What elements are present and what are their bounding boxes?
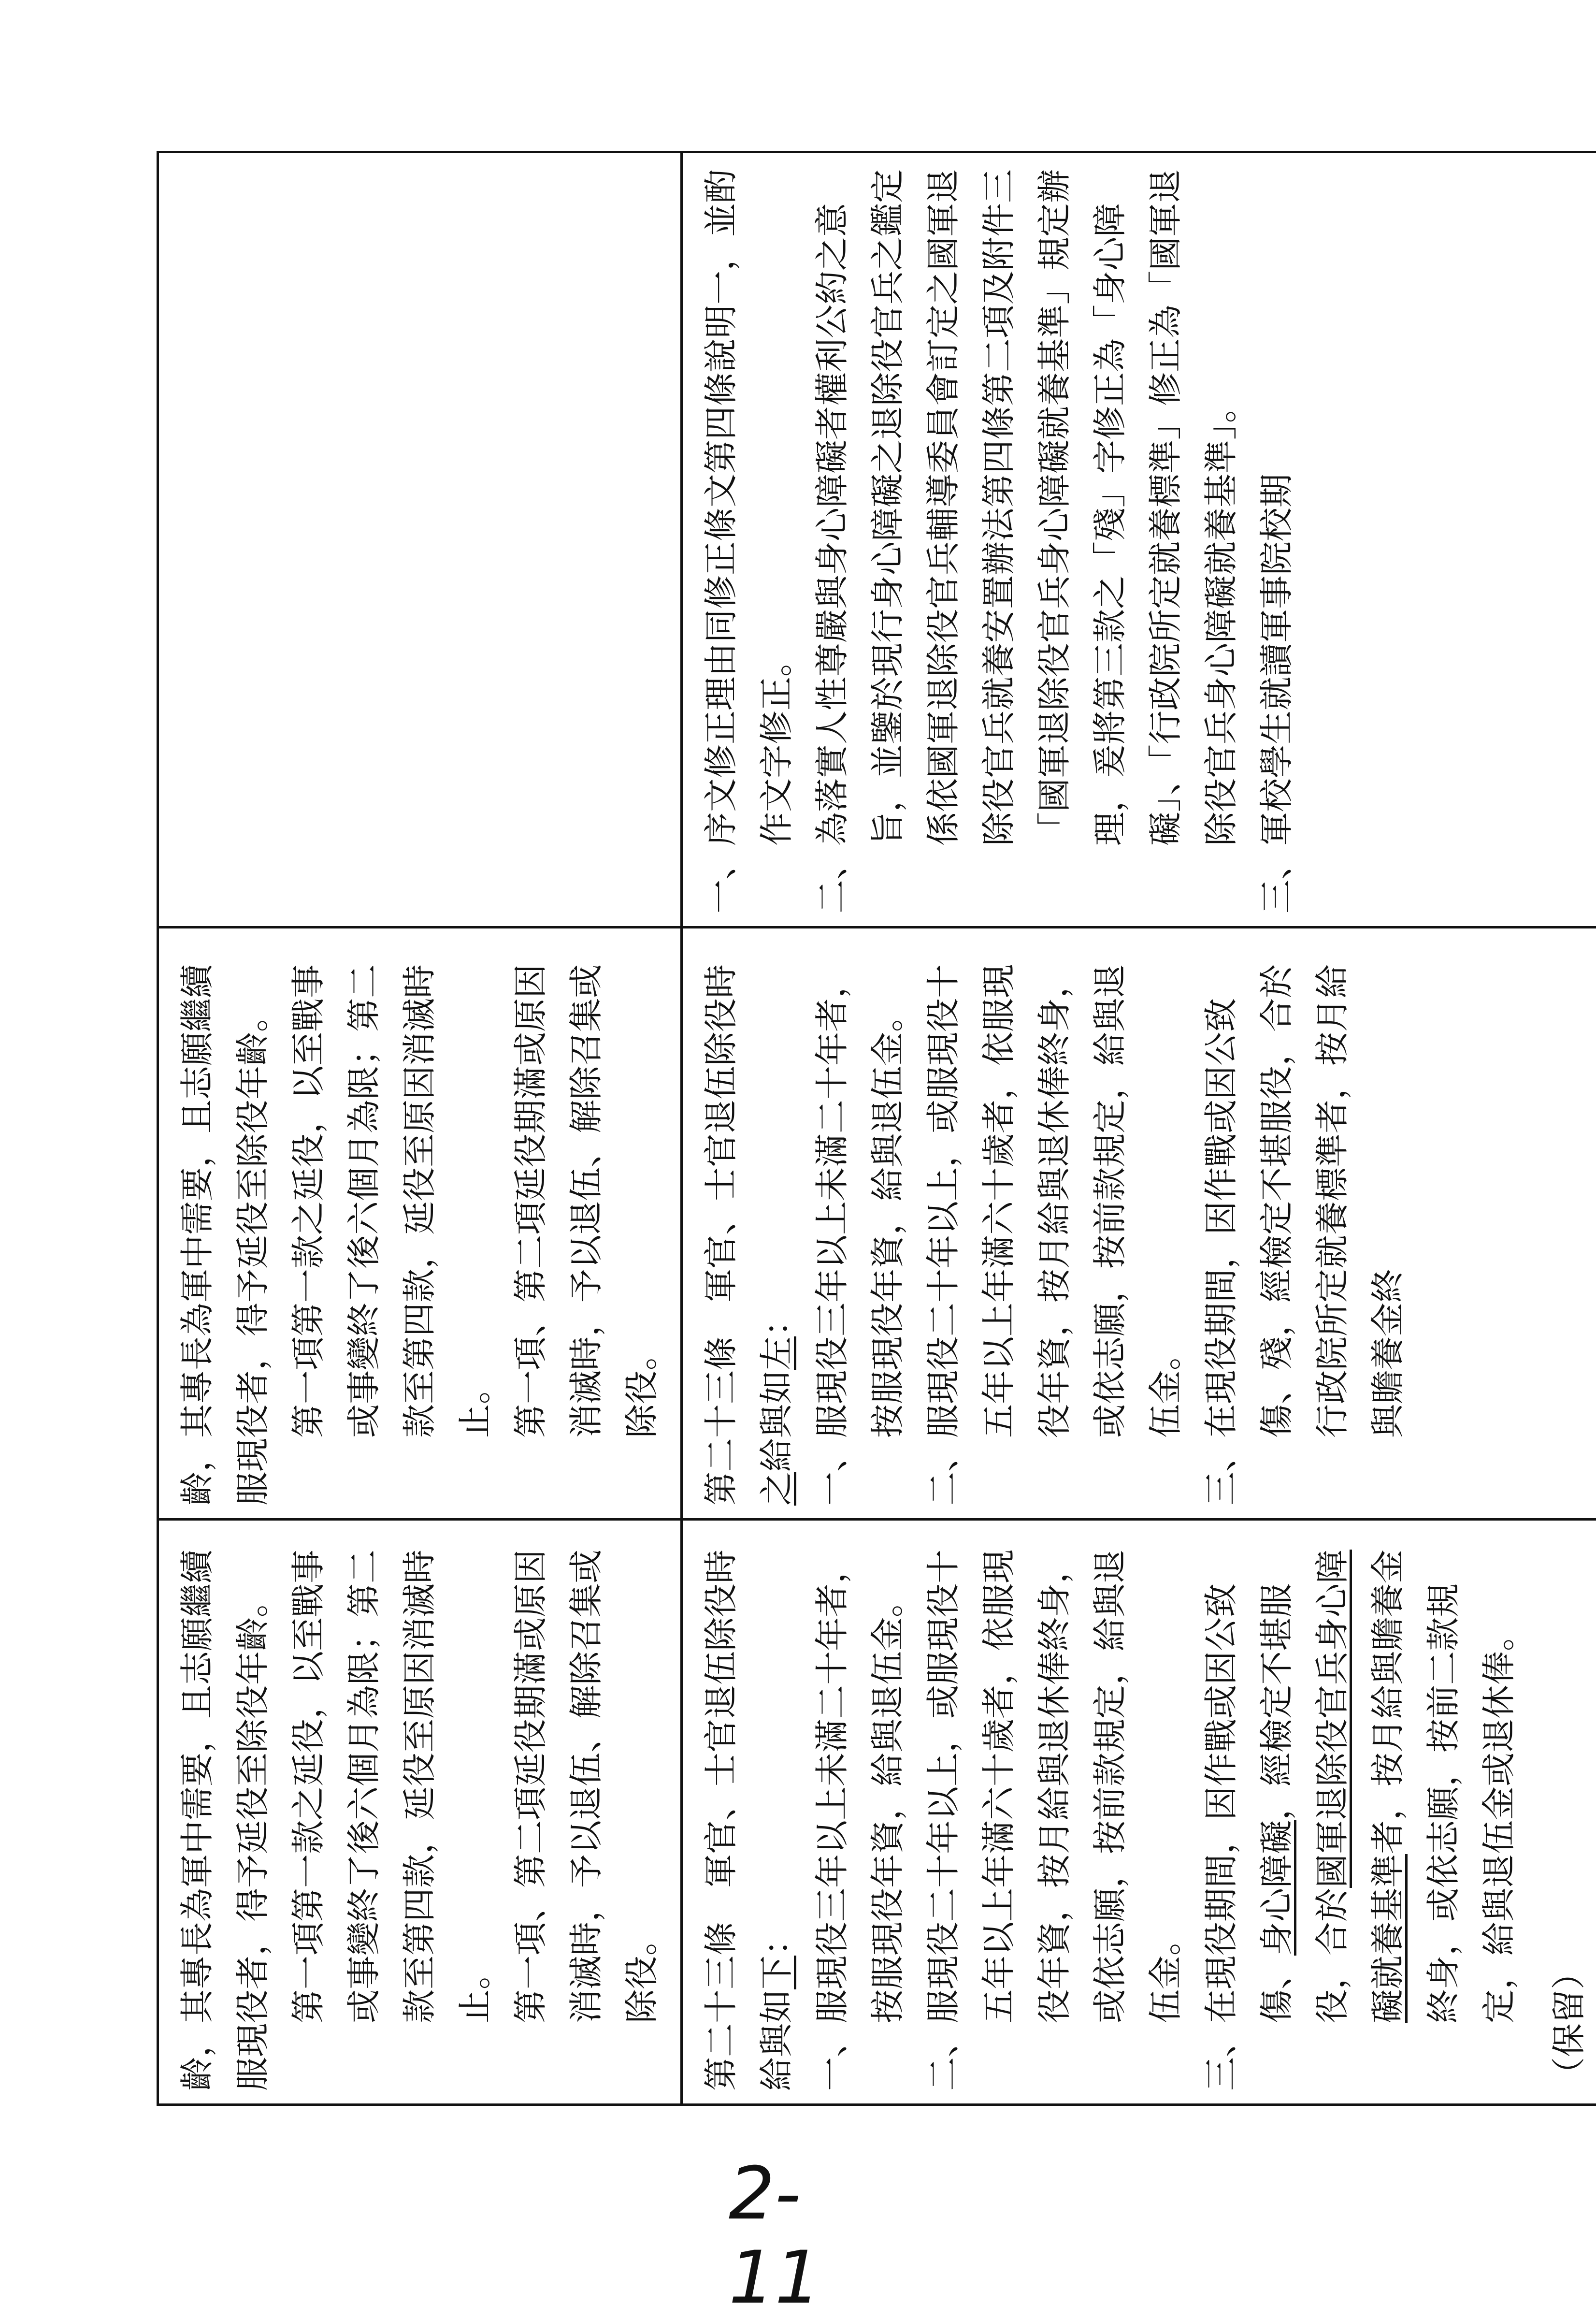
note-item: 一、序文修正理由同修正條文第四條說明一，並酌作文字修正。 [693,166,805,914]
text-paragraph: 齡，其專長為軍中需要，且志願繼續服現役者，得予延役至除役年齡。 [170,1533,281,2091]
article-heading: 第二十三條 軍官、士官退伍除役時 之給與如左： [693,941,805,1506]
list-item: 二、服現役二十年以上，或服現役十五年以上年滿六十歲者，依服現役年資，按月給與退休俸終身，或依志願，按前款規定，給與退伍金。 [916,941,1193,1506]
comparison-table [157,151,1596,2106]
list-item: 三、在現役期間，因作戰或因公致傷、身心障礙，經檢定不堪服役，合於國軍退除役官兵身心障礙就養基準者，按月給與贍養金終身，或依志願，按前二款規定，給與退伍金或退休俸。 [1193,1533,1527,2091]
article-heading: 第二十三條 軍官、士官退伍除役時給與如下： [693,1533,805,2091]
notes-cell-empty [158,152,682,928]
reserved-label: （保留） [1541,1533,1596,2091]
text-paragraph: 齡，其專長為軍中需要，且志願繼續服現役者，得予延役至除役年齡。 [170,941,281,1506]
list-item: 一、服現役三年以上未滿二十年者，按服現役年資，給與退伍金。 [805,941,916,1506]
note-item: 三、軍校學生就讀軍事院校期 [1249,166,1305,914]
list-item: 三、在現役期間，因作戰或因公致傷、殘，經檢定不堪服役，合於行政院所定就養標準者，按月給與贍養金終 [1193,941,1416,1506]
rotated-page [157,153,1432,2106]
list-item: 一、服現役三年以上未滿二十年者，按服現役年資，給與退伍金。 [805,1533,916,2091]
amendment-cell [682,1520,1596,2105]
amendment-cell-continued [158,1520,682,2105]
current-law-cell-continued [158,928,682,1520]
note-item: 二、為落實人性尊嚴與身心障礙者權利公約之意旨，並鑒於現行身心障礙之退除役官兵之鑑定係依國軍退除役官兵輔導委員會訂定之國軍退除役官兵就養安置辦法第四條第二項及附件三「國軍退除役官兵身心障礙就養基準」規定辦理，爰將第三款之「殘」字修正為「身心障礙」、「行政院所定就養標準」修正為「國軍退除役官兵身心障礙就養基準」。 [805,166,1249,914]
text-paragraph: 第一項第一款之延役，以至戰事或事變終了後六個月為限；第二款至第四款，延役至原因消滅時止。 [281,941,503,1506]
notes-cell [682,152,1596,928]
table-row [682,152,1596,2105]
page-number: 2-11 [729,2152,874,2320]
current-law-cell [682,928,1596,1520]
list-item: 二、服現役二十年以上，或服現役十五年以上年滿六十歲者，依服現役年資，按月給與退休俸終身，或依志願，按前款規定，給與退伍金。 [916,1533,1193,2091]
text-paragraph: 第一項、第二項延役期滿或原因消滅時，予以退伍、解除召集或除役。 [503,1533,670,2091]
table-row [158,152,682,2105]
text-paragraph: 第一項第一款之延役，以至戰事或事變終了後六個月為限；第二款至第四款，延役至原因消滅時止。 [281,1533,503,2091]
text-paragraph: 第一項、第二項延役期滿或原因消滅時，予以退伍、解除召集或除役。 [503,941,670,1506]
